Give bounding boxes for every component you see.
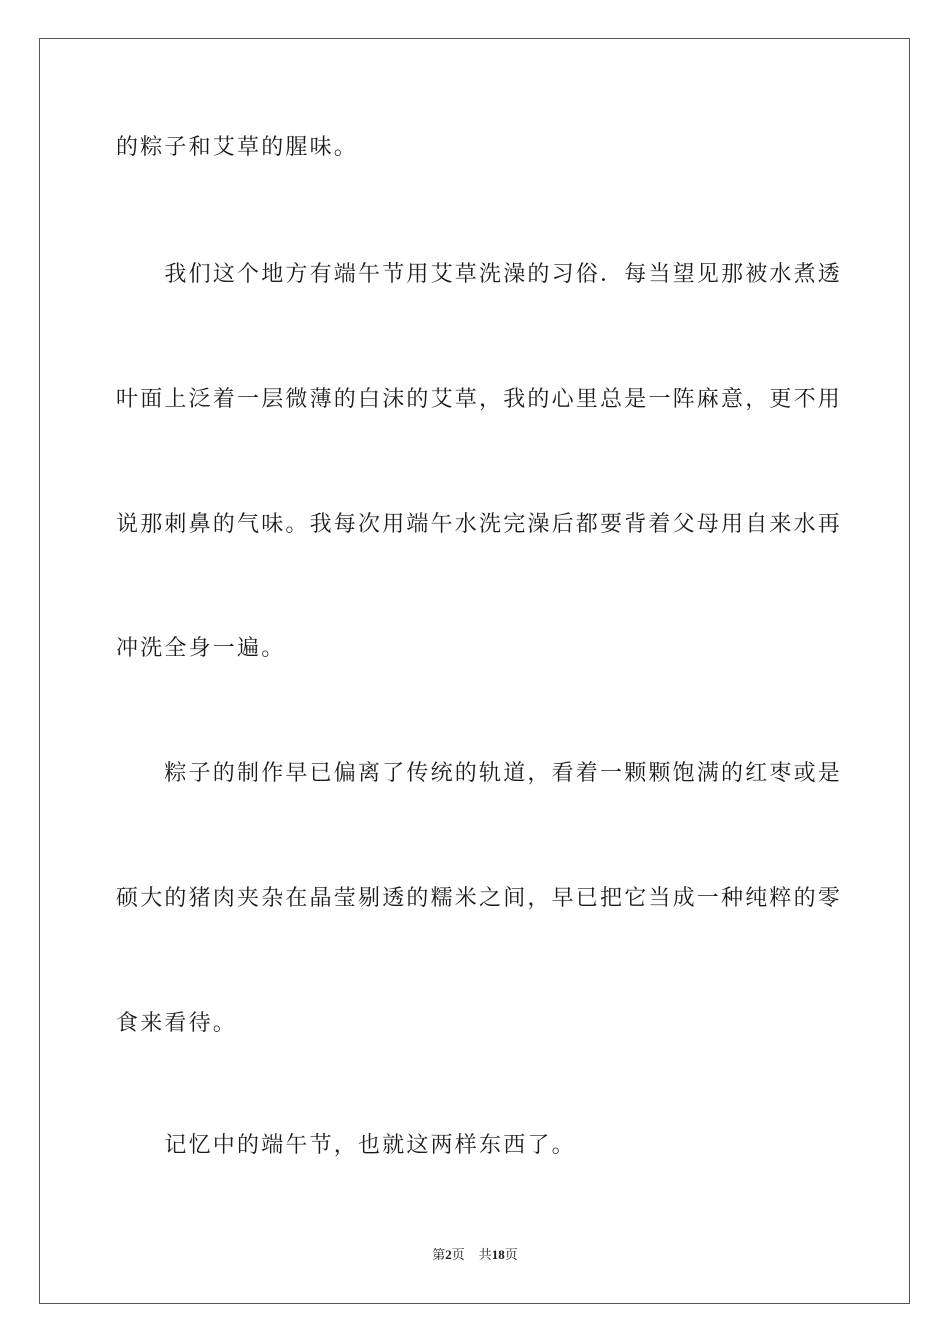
- text-line-4: 说那刺鼻的气味。我每次用端午水洗完澡后都要背着父母用自来水再: [116, 512, 843, 537]
- text-line-1: 的粽子和艾草的腥味。: [116, 135, 359, 160]
- text-line-2: 我们这个地方有端午节用艾草洗澡的习俗．每当望见那被水煮透: [116, 262, 843, 287]
- text-line-7: 硕大的猪肉夹杂在晶莹剔透的糯米之间，早已把它当成一种纯粹的零: [116, 886, 843, 911]
- text-line-3: 叶面上泛着一层微薄的白沫的艾草，我的心里总是一阵麻意，更不用: [116, 387, 843, 412]
- text-line-5: 冲洗全身一遍。: [116, 636, 286, 661]
- page-footer: [0, 1246, 950, 1264]
- text-line-9: 记忆中的端午节，也就这两样东西了。: [116, 1133, 576, 1158]
- text-line-8: 食来看待。: [116, 1011, 238, 1036]
- page-number-label: 第2页: [432, 1247, 465, 1262]
- text-line-6: 粽子的制作早已偏离了传统的轨道，看着一颗颗饱满的红枣或是: [116, 761, 843, 786]
- page-frame: [39, 38, 910, 1304]
- total-pages-label: 共18页: [478, 1247, 518, 1262]
